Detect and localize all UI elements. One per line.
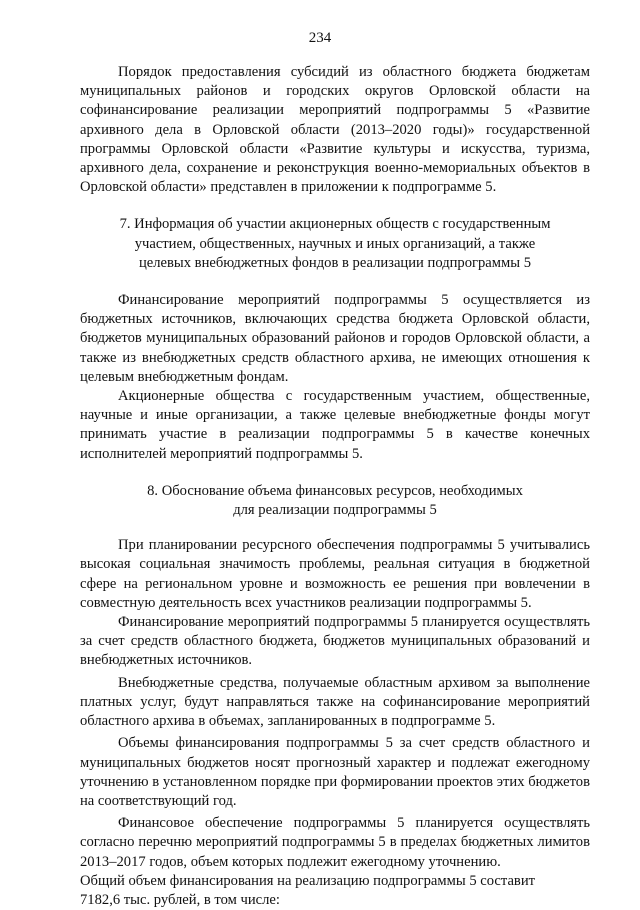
section-7-heading-line: целевых внебюджетных фондов в реализации подпрограммы 5	[138, 254, 531, 271]
intro-paragraph: Порядок предоставления субсидий из областного бюджета бюджетам муниципальных районов и городских округов Орловской области на софинансирование реализации мероприятий подпрограммы 5 «Развитие архивного дела в Орловской области (2013–2020 годы)» государственной программы Орловской области «Развитие культуры и искусства, туризма, архивного дела, сохранение и реконструкция военно-мемориальных объектов в Орловской области» представлен в приложении к подпрограмме 5.	[80, 64, 590, 196]
section-8-paragraph: Финансовое обеспечение подпрограммы 5 планируется осуществлять согласно перечню мероприятий подпрограммы 5 в пределах бюджетных лимитов 2013–2017 годов, объем которых подлежит ежегодному уточнению.	[80, 815, 590, 870]
funding-total-line: Общий объем финансирования на реализацию подпрограммы 5 составит	[80, 872, 536, 889]
section-7-paragraph: Финансирование мероприятий подпрограммы 5 осуществляется из бюджетных источников, включающих средства бюджета Орловской области, бюджетов муниципальных образований районов и городов Орловской области, а также из внебюджетных средств областного архива, не имеющих отношения к целевым внебюджетным фондам.	[80, 292, 590, 385]
section-8-paragraph: При планировании ресурсного обеспечения подпрограммы 5 учитывались высокая социальная значимость проблемы, реальная ситуация в бюджетной сфере на региональном уровне и возможность ее решения при вовлечении в совместную деятельность всех участников реализации подпрограммы 5.	[80, 537, 590, 611]
funding-total-amount: 7182,6 тыс. рублей, в том числе:	[80, 891, 280, 908]
section-7-heading-line: участием, общественных, научных и иных организаций, а также	[134, 235, 536, 252]
section-8-heading	[80, 482, 590, 520]
section-7-heading	[80, 215, 590, 273]
page-number: 234	[308, 30, 332, 46]
document-body	[80, 63, 590, 910]
section-8-paragraph: Внебюджетные средства, получаемые областным архивом за выполнение платных услуг, будут направляться также на софинансирование мероприятий областного архива в объемах, запланированных в подпрограмме 5.	[80, 674, 590, 730]
section-8-paragraph: Финансирование мероприятий подпрограммы 5 планируется осуществлять за счет средств областного бюджета, бюджетов муниципальных образований и внебюджетных источников.	[80, 614, 590, 669]
section-8-heading-line: 8. Обоснование объема финансовых ресурсов, необходимых	[147, 482, 523, 499]
section-8-heading-line: для реализации подпрограммы 5	[233, 502, 437, 519]
section-8-paragraph: Объемы финансирования подпрограммы 5 за счет средств областного и муниципальных бюджетов носят прогнозный характер и подлежат ежегодному уточнению в установленном порядке при формировании проектов этих бюджетов на соответствующий год.	[80, 735, 590, 809]
section-7-paragraph: Акционерные общества с государственным участием, общественные, научные и иные организации, а также целевые внебюджетные фонды могут принимать участие в реализации подпрограммы 5 в качестве конечных исполнителей мероприятий подпрограммы 5.	[80, 388, 590, 462]
section-7-heading-line: 7. Информация об участии акционерных обществ с государственным	[119, 216, 551, 233]
